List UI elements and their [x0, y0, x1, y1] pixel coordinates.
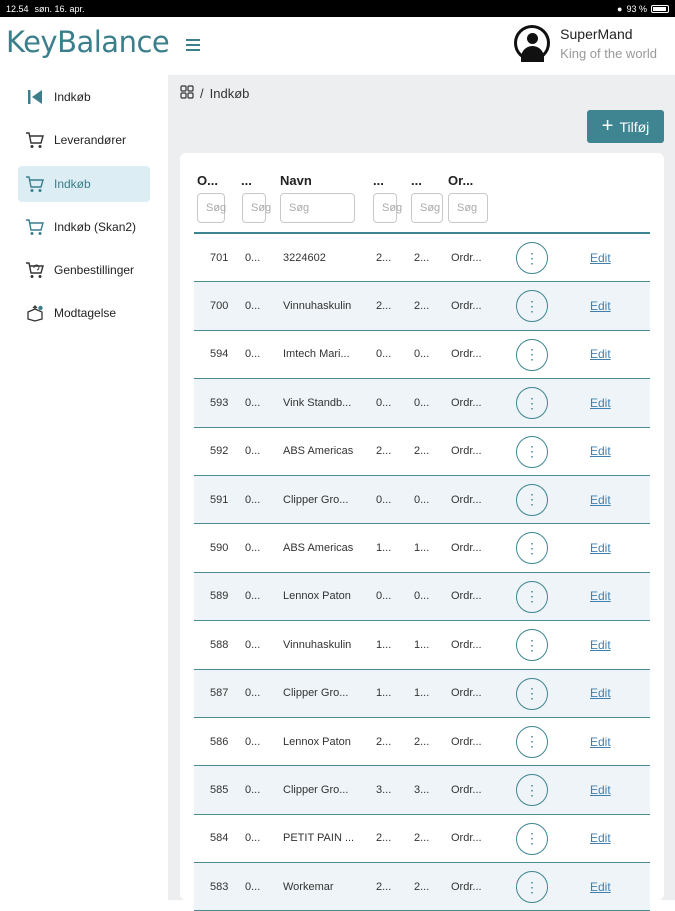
breadcrumb-separator: / [200, 86, 204, 101]
sidebar [0, 75, 168, 900]
cell-name: Vink Standb... [283, 396, 352, 409]
add-button-label: Tilføj [619, 118, 650, 135]
cell-col5: 2... [414, 735, 430, 748]
table-row[interactable] [194, 815, 650, 863]
cell-status: Ordr... [451, 880, 482, 893]
cell-col2: 0... [245, 348, 261, 361]
row-edit-link[interactable]: Edit [590, 637, 611, 652]
column-header-5[interactable]: ... [411, 173, 422, 188]
sidebar-item-purchases[interactable] [18, 166, 150, 202]
cell-col4: 2... [376, 445, 392, 458]
more-vertical-icon: ⋮ [525, 297, 539, 314]
breadcrumb-current: Indkøb [209, 86, 250, 101]
sidebar-item-reorders[interactable] [18, 252, 150, 288]
cell-status: Ordr... [451, 590, 482, 603]
cell-status: Ordr... [451, 493, 482, 506]
cell-col2: 0... [245, 251, 261, 264]
row-more-button[interactable] [516, 436, 548, 468]
cell-col2: 0... [245, 300, 261, 313]
more-vertical-icon: ⋮ [525, 249, 539, 266]
status-battery-text: 93 % [626, 3, 647, 14]
cell-order-id: 587 [210, 687, 229, 700]
user-name: SuperMand [560, 25, 633, 42]
cell-col4: 2... [376, 251, 392, 264]
grid-home-icon[interactable] [180, 85, 194, 102]
cell-order-id: 583 [210, 880, 229, 893]
row-edit-link[interactable]: Edit [590, 686, 611, 701]
cell-col2: 0... [245, 445, 261, 458]
purchases-table-card [180, 153, 664, 900]
more-vertical-icon: ⋮ [525, 394, 539, 411]
sidebar-item-label: Genbestillinger [54, 263, 135, 277]
cell-name: 3224602 [283, 251, 326, 264]
cell-status: Ordr... [451, 348, 482, 361]
sidebar-item-label: Indkøb (Skan2) [54, 220, 137, 234]
sidebar-item-label: Indkøb [54, 177, 91, 191]
more-vertical-icon: ⋮ [525, 878, 539, 895]
cell-order-id: 589 [210, 590, 229, 603]
cell-col5: 2... [414, 300, 430, 313]
status-bar [0, 0, 675, 17]
more-vertical-icon: ⋮ [525, 685, 539, 702]
sidebar-item-receiving[interactable] [18, 295, 150, 331]
cell-status: Ordr... [451, 735, 482, 748]
row-edit-link[interactable]: Edit [590, 299, 611, 314]
row-more-button[interactable] [516, 726, 548, 758]
row-more-button[interactable] [516, 387, 548, 419]
cell-col4: 2... [376, 300, 392, 313]
cell-name: Vinnuhaskulin [283, 300, 352, 313]
filter-input-order[interactable]: Søg [197, 193, 225, 223]
sidebar-item-collapse[interactable] [18, 79, 150, 115]
add-button[interactable] [587, 110, 664, 143]
row-edit-link[interactable]: Edit [590, 831, 611, 846]
row-more-button[interactable] [516, 484, 548, 516]
row-more-button[interactable] [516, 678, 548, 710]
table-row[interactable] [194, 766, 650, 814]
table-row[interactable] [194, 428, 650, 476]
app-logo[interactable]: KeyBalance [6, 25, 170, 59]
row-more-button[interactable] [516, 290, 548, 322]
cell-order-id: 584 [210, 832, 229, 845]
cell-col4: 0... [376, 493, 392, 506]
cell-col4: 0... [376, 396, 392, 409]
cell-order-id: 594 [210, 348, 229, 361]
plus-icon: + [601, 114, 614, 137]
sidebar-item-label: Leverandører [54, 133, 127, 147]
cell-name: Workemar [283, 880, 334, 893]
status-time: 12.54 [6, 3, 29, 14]
row-more-button[interactable] [516, 629, 548, 661]
row-edit-link[interactable]: Edit [590, 395, 611, 410]
cell-name: PETIT PAIN ... [283, 832, 355, 845]
cell-col2: 0... [245, 735, 261, 748]
cell-name: ABS Americas [283, 445, 354, 458]
cell-col5: 2... [414, 832, 430, 845]
cell-col5: 0... [414, 590, 430, 603]
table-row[interactable] [194, 379, 650, 427]
cell-order-id: 588 [210, 638, 229, 651]
avatar[interactable] [514, 25, 550, 61]
table-row[interactable] [194, 476, 650, 524]
cell-status: Ordr... [451, 445, 482, 458]
more-vertical-icon: ⋮ [525, 830, 539, 847]
more-vertical-icon: ⋮ [525, 346, 539, 363]
cell-order-id: 592 [210, 445, 229, 458]
cell-col2: 0... [245, 783, 261, 796]
row-edit-link[interactable]: Edit [590, 250, 611, 265]
more-vertical-icon: ⋮ [525, 588, 539, 605]
cell-status: Ordr... [451, 300, 482, 313]
cell-name: Lennox Paton [283, 735, 351, 748]
cell-col2: 0... [245, 396, 261, 409]
more-vertical-icon: ⋮ [525, 733, 539, 750]
row-edit-link[interactable]: Edit [590, 492, 611, 507]
row-edit-link[interactable]: Edit [590, 541, 611, 556]
cell-col4: 1... [376, 542, 392, 555]
row-edit-link[interactable]: Edit [590, 879, 611, 894]
row-edit-link[interactable]: Edit [590, 444, 611, 459]
cell-name: ABS Americas [283, 542, 354, 555]
cell-col5: 1... [414, 687, 430, 700]
cell-col4: 2... [376, 880, 392, 893]
cell-col2: 0... [245, 493, 261, 506]
cell-order-id: 590 [210, 542, 229, 555]
cart-reorder-icon [24, 261, 46, 279]
table-row[interactable] [194, 234, 650, 282]
cell-order-id: 700 [210, 300, 229, 313]
cell-order-id: 585 [210, 783, 229, 796]
more-vertical-icon: ⋮ [525, 539, 539, 556]
cell-col4: 3... [376, 783, 392, 796]
battery-icon [651, 5, 669, 13]
menu-toggle-icon[interactable] [186, 39, 200, 51]
table-row[interactable] [194, 524, 650, 572]
cell-status: Ordr... [451, 783, 482, 796]
cart-icon [24, 131, 46, 149]
column-header-order[interactable]: O... [197, 173, 218, 188]
table-row[interactable] [194, 331, 650, 379]
cell-col5: 1... [414, 638, 430, 651]
column-header-name[interactable]: Navn [280, 173, 312, 188]
wifi-icon: ● [617, 3, 623, 14]
row-more-button[interactable] [516, 532, 548, 564]
cell-order-id: 593 [210, 396, 229, 409]
cell-order-id: 586 [210, 735, 229, 748]
row-more-button[interactable] [516, 581, 548, 613]
cell-status: Ordr... [451, 542, 482, 555]
cell-status: Ordr... [451, 251, 482, 264]
cell-order-id: 591 [210, 493, 229, 506]
cell-name: Lennox Paton [283, 590, 351, 603]
row-edit-link[interactable]: Edit [590, 589, 611, 604]
cell-status: Ordr... [451, 832, 482, 845]
filter-input-2[interactable]: Søg [242, 193, 266, 223]
table-row[interactable] [194, 621, 650, 669]
sidebar-item-label: Indkøb [54, 90, 91, 104]
cart-icon [24, 218, 46, 236]
sidebar-item-purchases-scan2[interactable] [18, 209, 150, 245]
cell-col2: 0... [245, 638, 261, 651]
sidebar-item-suppliers[interactable] [18, 122, 150, 158]
cell-col5: 0... [414, 396, 430, 409]
cell-col4: 1... [376, 638, 392, 651]
cell-col4: 2... [376, 832, 392, 845]
cell-col5: 3... [414, 783, 430, 796]
cell-col4: 0... [376, 348, 392, 361]
receive-box-icon [24, 304, 46, 322]
cell-col2: 0... [245, 590, 261, 603]
cell-name: Imtech Mari... [283, 348, 350, 361]
table-row[interactable] [194, 282, 650, 330]
row-edit-link[interactable]: Edit [590, 782, 611, 797]
cell-col2: 0... [245, 832, 261, 845]
table-row[interactable] [194, 573, 650, 621]
cell-col5: 2... [414, 251, 430, 264]
cell-col5: 0... [414, 493, 430, 506]
cell-status: Ordr... [451, 638, 482, 651]
cell-col5: 1... [414, 542, 430, 555]
cell-col2: 0... [245, 687, 261, 700]
row-more-button[interactable] [516, 339, 548, 371]
filter-input-name[interactable]: Søg [280, 193, 355, 223]
column-header-4[interactable]: ... [373, 173, 384, 188]
filter-input-status[interactable]: Søg [448, 193, 488, 223]
sidebar-item-label: Modtagelse [54, 306, 117, 320]
column-header-2[interactable]: ... [241, 173, 252, 188]
row-more-button[interactable] [516, 823, 548, 855]
more-vertical-icon: ⋮ [525, 636, 539, 653]
cell-name: Clipper Gro... [283, 687, 349, 700]
cart-icon [24, 175, 46, 193]
user-menu[interactable] [514, 25, 657, 61]
cell-col4: 1... [376, 687, 392, 700]
cell-col2: 0... [245, 542, 261, 555]
cell-name: Clipper Gro... [283, 783, 349, 796]
more-vertical-icon: ⋮ [525, 443, 539, 460]
filter-input-5[interactable]: Søg [411, 193, 443, 223]
cell-order-id: 701 [210, 251, 229, 264]
breadcrumb [180, 85, 249, 102]
cell-status: Ordr... [451, 687, 482, 700]
table-row[interactable] [194, 718, 650, 766]
cell-col5: 2... [414, 880, 430, 893]
table-body [194, 234, 650, 911]
column-header-status[interactable]: Or... [448, 173, 474, 188]
row-edit-link[interactable]: Edit [590, 734, 611, 749]
table-row[interactable] [194, 670, 650, 718]
filter-input-4[interactable]: Søg [373, 193, 397, 223]
cell-name: Clipper Gro... [283, 493, 349, 506]
collapse-arrow-icon [24, 88, 46, 106]
row-more-button[interactable] [516, 774, 548, 806]
user-subtitle: King of the world [560, 45, 657, 61]
row-edit-link[interactable]: Edit [590, 347, 611, 362]
cell-status: Ordr... [451, 396, 482, 409]
cell-name: Vinnuhaskulin [283, 638, 352, 651]
more-vertical-icon: ⋮ [525, 491, 539, 508]
cell-col5: 0... [414, 348, 430, 361]
main-content [168, 75, 675, 900]
more-vertical-icon: ⋮ [525, 781, 539, 798]
cell-col5: 2... [414, 445, 430, 458]
row-more-button[interactable] [516, 242, 548, 274]
row-more-button[interactable] [516, 871, 548, 903]
cell-col4: 0... [376, 590, 392, 603]
cell-col4: 2... [376, 735, 392, 748]
cell-col2: 0... [245, 880, 261, 893]
table-row[interactable] [194, 863, 650, 911]
status-date: søn. 16. apr. [34, 3, 85, 14]
app-header [0, 17, 675, 75]
